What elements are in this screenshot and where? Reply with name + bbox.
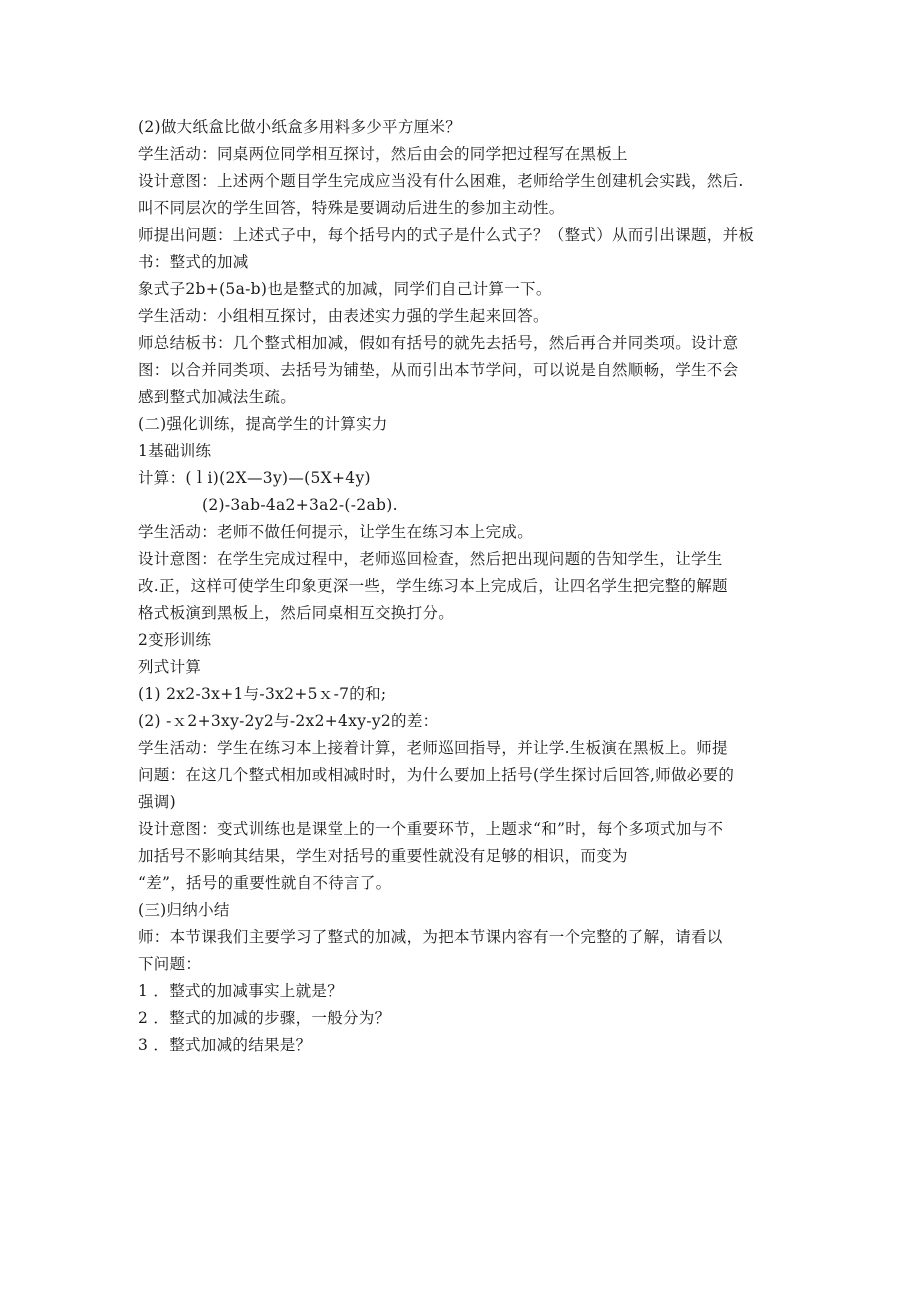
text-line: 下问题：: [138, 955, 202, 973]
text-line: 师：本节课我们主要学习了整式的加减，为把本节课内容有一个完整的了解，请看以: [138, 928, 723, 946]
text-line: 师提出问题：上述式子中，每个括号内的式子是什么式子？（整式）从而引出课题，并板: [138, 226, 755, 244]
document-body: [138, 114, 788, 1059]
text-line: 设计意图：变式训练也是课堂上的一个重要环节，上题求“和”时，每个多项式加与不: [138, 820, 724, 838]
text-line: 书：整式的加减: [138, 253, 249, 271]
text-line: 师总结板书：几个整式相加减，假如有括号的就先去括号，然后再合并同类项。设计意: [138, 334, 739, 352]
text-line: (2)做大纸盒比做小纸盒多用料多少平方厘米？: [138, 118, 462, 136]
text-line: 1基础训练: [138, 442, 212, 460]
text-line: 列式计算: [138, 658, 202, 676]
text-line: 2变形训练: [138, 631, 212, 649]
text-line: 3 ．整式加减的结果是？: [138, 1036, 312, 1054]
text-line: 叫不同层次的学生回答，特殊是要调动后进生的参加主动性。: [138, 199, 565, 217]
text-line: 设计意图：上述两个题目学生完成应当没有什么困难，老师给学生创建机会实践，然后.: [138, 172, 744, 190]
text-line: 强调): [138, 793, 176, 811]
text-line: 加括号不影响其结果，学生对括号的重要性就没有足够的相识，而变为: [138, 847, 628, 865]
text-line: 学生活动：老师不做任何提示，让学生在练习本上完成。: [138, 523, 534, 541]
text-line: (2) -ｘ2+3xy-2y2与-2x2+4xy-y2的差：: [138, 712, 439, 730]
text-line: 问题：在这几个整式相加或相减时时，为什么要加上括号(学生探讨后回答,师做必要的: [138, 766, 735, 784]
text-line: (2)-3ab-4a2+3a2-(-2ab).: [202, 496, 398, 514]
text-line: 改.正，这样可使学生印象更深一些，学生练习本上完成后，让四名学生把完整的解题: [138, 577, 728, 595]
text-line: (三)归纳小结: [138, 901, 230, 919]
text-line: 计算：(ｌi)(2X—3y)—(5X+4y): [138, 469, 371, 487]
text-line: 2 ．整式的加减的步骤，一般分为？: [138, 1009, 391, 1027]
text-line: 格式板演到黑板上，然后同桌相互交换打分。: [138, 604, 455, 622]
text-line: (1) 2x2-3x+1与-3x2+5ｘ-7的和;: [138, 685, 387, 703]
text-line: 学生活动：学生在练习本上接着计算，老师巡回指导，并让学.生板演在黑板上。师提: [138, 739, 728, 757]
text-line: 1 ．整式的加减事实上就是？: [138, 982, 343, 1000]
text-line: 设计意图：在学生完成过程中，老师巡回检查，然后把出现问题的告知学生，让学生: [138, 550, 723, 568]
text-line: 感到整式加减法生疏。: [138, 388, 297, 406]
text-line: (二)强化训练，提高学生的计算实力: [138, 415, 388, 433]
text-line: 学生活动：小组相互探讨，由表述实力强的学生起来回答。: [138, 307, 549, 325]
text-line: “差”，括号的重要性就自不待言了。: [138, 874, 392, 892]
text-line: 图：以合并同类项、去括号为铺垫，从而引出本节学问，可以说是自然顺畅，学生不会: [138, 361, 739, 379]
text-line: 学生活动：同桌两位同学相互探讨，然后由会的同学把过程写在黑板上: [138, 145, 628, 163]
text-line: 象式子2b+(5a-b)也是整式的加减，同学们自己计算一下。: [138, 280, 552, 298]
